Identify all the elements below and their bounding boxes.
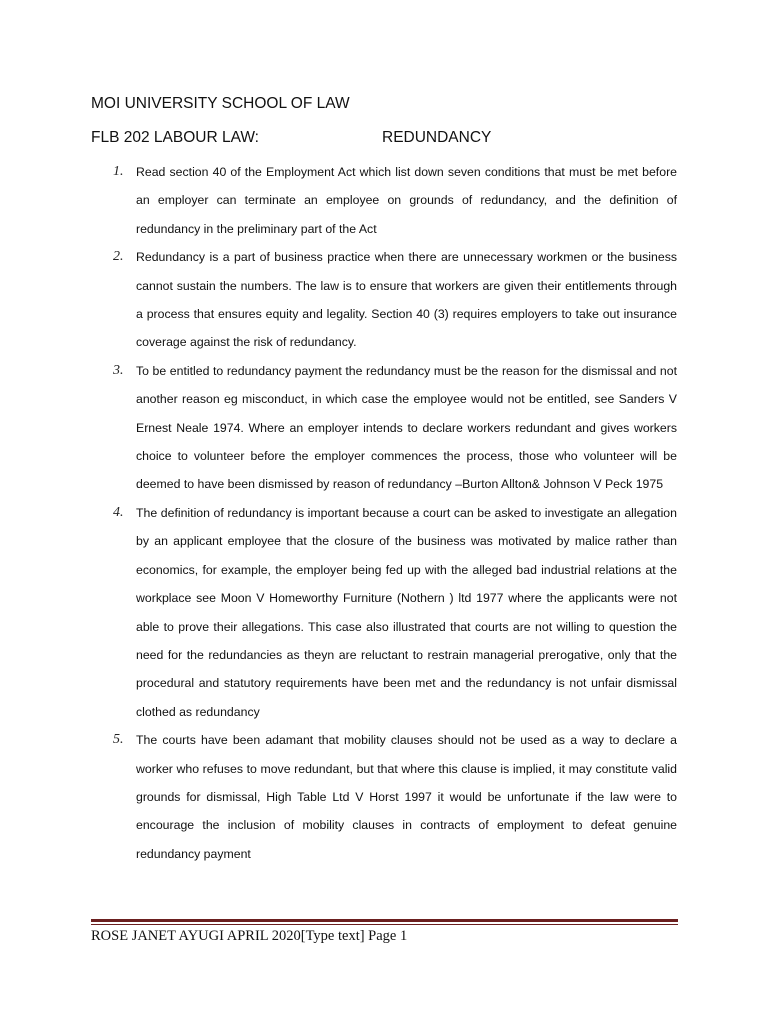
list-item-text: To be entitled to redundancy payment the redundancy must be the reason for the dismissal and not another reason eg misconduct, in which case the employee would not be entitled, see Sanders V Ernest Neale 1974. Where an employer intends to declare workers redundant and gives workers choice to volunteer before the employer commences the process, those who volunteer will be deemed to have been dismissed by reason of redundancy –Burton Allton& Johnson V Peck 1975 — [136, 363, 677, 492]
list-item-text: Read section 40 of the Employment Act which list down seven conditions that must be met before an employer can terminate an employee on grounds of redundancy, and the definition of redundancy in the preliminary part of the Act — [136, 165, 677, 236]
school-heading: MOI UNIVERSITY SCHOOL OF LAW — [91, 95, 350, 112]
course-heading — [91, 129, 492, 147]
page-footer: ROSE JANET AYUGI APRIL 2020[Type text] Page 1 — [91, 928, 408, 944]
list-item-number: 1. — [113, 164, 124, 179]
list-item — [0, 357, 768, 499]
footer-rule-thick — [91, 919, 678, 922]
list-item — [0, 243, 768, 357]
topic-title: REDUNDANCY — [382, 129, 492, 146]
course-title: FLB 202 LABOUR LAW: — [91, 129, 259, 146]
footer-rule-thin — [91, 924, 678, 925]
list-item — [0, 726, 768, 868]
list-item-number: 5. — [113, 732, 124, 748]
list-item-text: Redundancy is a part of business practice when there are unnecessary workmen or the business cannot sustain the numbers. The law is to ensure that workers are given their entitlements through a process that ensures equity and legality. Section 40 (3) requires employers to take out insurance coverage against the risk of redundancy. — [136, 250, 677, 350]
list-item-number: 4. — [113, 504, 124, 520]
list-item — [0, 499, 768, 726]
list-item-number: 3. — [113, 362, 124, 378]
list-item-text: The courts have been adamant that mobility clauses should not be used as a way to declare a worker who refuses to move redundant, but that where this clause is implied, it may constitute valid grounds for dismissal, High Table Ltd V Horst 1997 it would be unfortunate if the law were to encourage the inclusion of mobility clauses in contracts of employment to defeat genuine redundancy payment — [136, 733, 677, 861]
list-item-number: 2. — [113, 249, 124, 265]
list-item — [0, 158, 768, 243]
numbered-list — [0, 158, 768, 868]
list-item-text: The definition of redundancy is important because a court can be asked to investigate an allegation by an applicant employee that the closure of the business was motivated by malice rather than economics, for example, the employer being fed up with the alleged bad industrial relations at the workplace see Moon V Homeworthy Furniture (Nothern ) ltd 1977 where the applicants were not able to prove their allegations. This case also illustrated that courts are not willing to question the need for the redundancies as theyn are reluctant to restrain managerial prerogative, only that the procedural and statutory requirements have been met and the redundancy is not unfair dismissal clothed as redundancy — [136, 505, 677, 719]
